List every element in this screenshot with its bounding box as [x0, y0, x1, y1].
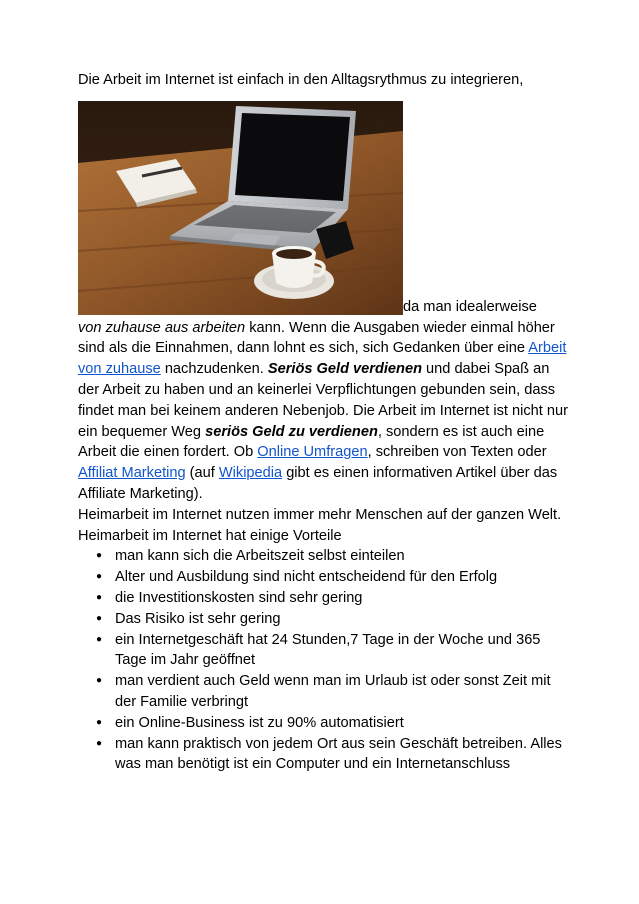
italic-phrase: von zuhause aus arbeiten — [78, 319, 246, 336]
after-image-text: da man idealerweise — [403, 298, 537, 315]
link-wikipedia[interactable]: Wikipedia — [218, 465, 283, 482]
list-item: ● die Investitionskosten sind sehr gering — [115, 588, 568, 609]
main-paragraph — [78, 297, 568, 505]
text-run: nachzudenken. — [160, 361, 268, 378]
list-item: ● man kann praktisch von jedem Ort aus sein Geschäft betreiben. Alles was man benötigt ist ein Computer und ein Internetanschluss — [115, 734, 568, 776]
text-run: und dabei Spaß an der Arbeit zu haben und an keinerlei Verpflichtungen gebunden sein, dass findet man bei keinem anderen Nebenjob. Die Arbeit im Internet ist nicht nur ein bequemer Weg — [78, 361, 568, 440]
link-arbeit-von-zuhause[interactable]: Arbeit von zuhause — [78, 340, 567, 378]
text-run: kann. Wenn die Ausgaben wieder einmal höher sind als die Einnahmen, dann lohnt es sich, sich Gedanken über eine — [78, 319, 555, 357]
list-item: ● man verdient auch Geld wenn man im Urlaub ist oder sonst Zeit mit der Familie verbringt — [115, 671, 568, 713]
text-run: , sondern es ist auch eine Arbeit die einen fordert. Ob — [78, 423, 545, 461]
text-run: , schreiben von Texten oder — [367, 444, 547, 461]
list-item: ● Alter und Ausbildung sind nicht entscheidend für den Erfolg — [115, 567, 568, 588]
text-run: (auf — [185, 465, 219, 482]
advantages-list — [78, 546, 568, 775]
list-item: ● man kann sich die Arbeitszeit selbst einteilen — [115, 546, 568, 567]
bold-phrase: Seriös Geld verdienen — [267, 361, 422, 378]
list-item: ● ein Online-Business ist zu 90% automatisiert — [115, 713, 568, 734]
paragraph-heimarbeit: Heimarbeit im Internet nutzen immer mehr Menschen auf der ganzen Welt. — [78, 506, 562, 523]
list-heading: Heimarbeit im Internet hat einige Vorteile — [78, 527, 342, 544]
link-affiliat-marketing[interactable]: Affiliat Marketing — [78, 465, 186, 482]
document-body — [78, 70, 568, 775]
text-run: gibt es einen informativen Artikel über das Affiliate Marketing). — [78, 465, 558, 502]
list-item: ● Das Risiko ist sehr gering — [115, 609, 568, 630]
intro-text: Die Arbeit im Internet ist einfach in den Alltagsrythmus zu integrieren, — [78, 72, 524, 88]
list-item: ● ein Internetgeschäft hat 24 Stunden,7 Tage in der Woche und 365 Tage im Jahr geöffnet — [115, 630, 568, 672]
link-online-umfragen[interactable]: Online Umfragen — [257, 444, 368, 461]
bold-phrase: seriös Geld zu verdienen — [205, 423, 378, 440]
laptop-coffee-photo — [78, 101, 403, 315]
